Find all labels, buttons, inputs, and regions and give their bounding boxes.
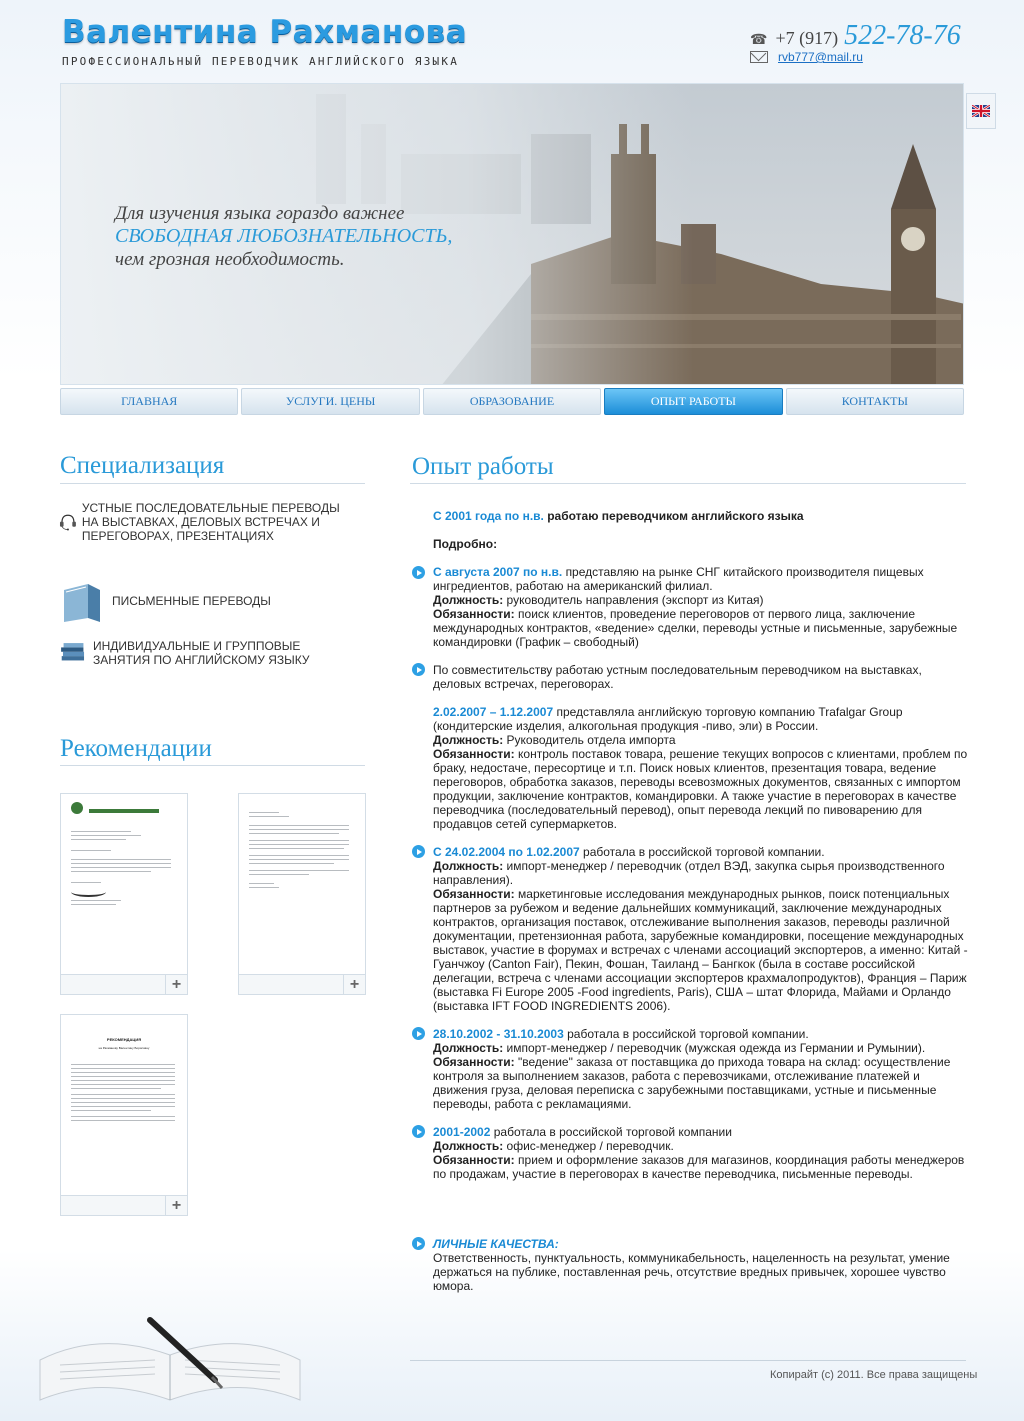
site-title: Валентина Рахманова <box>62 14 468 50</box>
experience-entry <box>433 705 968 831</box>
entry-duties-label: Обязанности: <box>433 887 515 901</box>
mail-icon <box>750 51 768 63</box>
entry-role: импорт-менеджер / переводчик (мужская одежда из Германии и Румынии). <box>506 1041 926 1055</box>
phone-prefix: +7 (917) <box>775 28 839 48</box>
phone-icon: ☎ <box>750 33 768 48</box>
plus-icon[interactable]: + <box>165 975 187 994</box>
arrow-bullet-icon <box>412 1125 425 1138</box>
specialization-text: УСТНЫЕ ПОСЛЕДОВАТЕЛЬНЫЕ ПЕРЕВОДЫ НА ВЫСТАВКАХ, ДЕЛОВЫХ ВСТРЕЧАХ И ПЕРЕГОВОРАХ, ПРЕЗЕНТАЦИЯХ <box>81 501 340 543</box>
entry-role-label: Должность: <box>433 1139 504 1153</box>
entry-text: работала в российской торговой компании. <box>567 1027 809 1041</box>
specialization-text: ИНДИВИДУАЛЬНЫЕ И ГРУППОВЫЕ ЗАНЯТИЯ ПО АНГЛИЙСКОМУ ЯЗЫКУ <box>93 639 310 667</box>
recommendation-thumbnail[interactable] <box>60 1014 188 1216</box>
hero-banner <box>60 83 964 385</box>
specialization-text: ПИСЬМЕННЫЕ ПЕРЕВОДЫ <box>112 594 271 608</box>
entry-duties: поиск клиентов, проведение переговоров от первого лица, заключение международных контрактов, «ведение» сделки, переводы устные и письменные, зарубежные командировки (График – свободный) <box>433 607 958 649</box>
entry-duties: маркетинговые исследования международных рынков, поиск потенциальных партнеров за рубежом и ведение дальнейших коммуникаций, заключение международных контрактов, организация поставок, отслеживание выполнения заказов, переводы различной документации, претензионная работа, зарубежные командировки, посещение международных выставок, участие в форумах и встречах с членами ассоциаций экспортеров, а именно: Китай - Гуанчжоу (Canton Fair), Пекин, Фошан, Таиланд – Бангкок (была в составе российской делегации, встреча с членами ассоциации экспортеров крахмалопродуктов), Франция – Париж (выставка Fi Europe 2005 -Food ingredients, Paris), США – штат Флорида, Майами и Орландо (выставка IFT FOOD INGREDIENTS 2006). <box>433 887 968 1013</box>
open-book-illustration <box>30 1300 310 1421</box>
entry-duties-label: Обязанности: <box>433 607 515 621</box>
entry-text: работала в российской торговой компании <box>493 1125 732 1139</box>
contact-phone <box>750 20 961 52</box>
title-divider <box>410 483 966 484</box>
uk-flag-icon <box>972 105 990 117</box>
qualities-text: Ответственность, пунктуальность, коммуникабельность, нацеленность на результат, умение держаться на публике, поставленная речь, отсутствие вредных привычек, хорошее чувство юмора. <box>433 1251 950 1293</box>
recommendations-heading: Рекомендации <box>60 735 212 762</box>
experience-entry <box>433 845 968 1013</box>
contact-email <box>750 50 863 64</box>
qualities-label: ЛИЧНЫЕ КАЧЕСТВА: <box>433 1237 559 1251</box>
copyright: Копирайт (c) 2011. Все права защищены <box>770 1369 978 1381</box>
entry-role-label: Должность: <box>433 593 504 607</box>
arrow-bullet-icon <box>412 1237 425 1250</box>
arrow-bullet-icon <box>412 663 425 676</box>
entry-duties-label: Обязанности: <box>433 747 515 761</box>
headset-icon <box>58 497 78 547</box>
specialization-heading: Специализация <box>60 452 225 479</box>
specialization-item <box>58 628 358 678</box>
entry-role: Руководитель отдела импорта <box>506 733 676 747</box>
recommendation-letter-image <box>61 794 187 974</box>
hero-quote <box>115 202 452 271</box>
entry-role-label: Должность: <box>433 733 504 747</box>
nav-item-work-experience[interactable]: ОПЫТ РАБОТЫ <box>604 388 782 415</box>
hero-quote-line2: СВОБОДНАЯ ЛЮБОЗНАТЕЛЬНОСТЬ, <box>115 225 453 247</box>
email-link[interactable]: rvb777@mail.ru <box>778 50 863 64</box>
personal-qualities <box>433 1237 968 1293</box>
recommendation-heading: РЕКОМЕНДАЦИЯ <box>106 1037 142 1042</box>
hero-quote-line1: Для изучения языка гораздо важнее <box>115 203 405 224</box>
entry-duties: прием и оформление заказов для магазинов, координация работы менеджеров по продажам, участие в переговорах в качестве переводчика, письменные переводы. <box>433 1153 965 1181</box>
nav-item-contacts[interactable]: КОНТАКТЫ <box>786 388 964 415</box>
intro-line <box>433 509 968 523</box>
language-switch-button[interactable] <box>966 93 996 129</box>
main-nav <box>60 388 964 415</box>
hero-quote-line3: чем грозная необходимость. <box>115 249 345 270</box>
entry-duties-label: Обязанности: <box>433 1153 515 1167</box>
entry-period: 28.10.2002 - 31.10.2003 <box>433 1027 564 1041</box>
nav-item-home[interactable]: ГЛАВНАЯ <box>60 388 238 415</box>
recommendations-divider <box>60 765 365 766</box>
entry-period: 2001-2002 <box>433 1125 491 1139</box>
entry-role-label: Должность: <box>433 859 504 873</box>
arrow-bullet-icon <box>412 845 425 858</box>
entry-text: По совместительству работаю устным последовательным переводчиком на выставках, деловых встречах, переговорах. <box>433 663 922 691</box>
entry-role: импорт-менеджер / переводчик (отдел ВЭД, закупка сырья производственного направления). <box>433 859 945 887</box>
details-label: Подробно: <box>433 537 498 551</box>
entry-role: офис-менеджер / переводчик. <box>506 1139 674 1153</box>
entry-duties: "ведение" заказа от поставщика до прихода товара на склад: осуществление контроля за выполнением заказов, работа с перевозчиками, отслеживание платежей и движения груза, деловая переписка с зарубежными поставщиками, устные и письменные переводы, работа с рекламациями. <box>433 1055 951 1111</box>
footer-divider <box>410 1360 966 1361</box>
specialization-divider <box>60 483 365 484</box>
book-icon <box>58 576 108 626</box>
plus-icon[interactable]: + <box>165 1196 187 1215</box>
phone-number: 522-78-76 <box>844 20 961 51</box>
page-title: Опыт работы <box>412 453 554 480</box>
recommendation-thumbnail[interactable] <box>238 793 366 995</box>
experience-entry <box>433 1027 968 1111</box>
entry-duties-label: Обязанности: <box>433 1055 515 1069</box>
arrow-bullet-icon <box>412 566 425 579</box>
specialization-item <box>58 576 358 626</box>
recommendation-letter-image <box>239 794 365 974</box>
entry-text: представляла английскую торговую компанию Trafalgar Group (кондитерские изделия, алкогольная продукция -пиво, эли) в России. <box>433 705 903 733</box>
arrow-bullet-icon <box>412 1027 425 1040</box>
books-stack-icon <box>58 628 89 678</box>
entry-text: работала в российской торговой компании. <box>583 845 825 859</box>
entry-role: руководитель направления (экспорт из Китая) <box>506 593 764 607</box>
nav-item-education[interactable]: ОБРАЗОВАНИЕ <box>423 388 601 415</box>
intro-period: С 2001 года по н.в. <box>433 509 544 523</box>
specialization-item <box>58 497 358 547</box>
entry-duties: контроль поставок товара, решение текущих вопросов с клиентами, проблем по браку, недостаче, пересортице и т.п. Поиск новых клиентов, презентация товара, ведение переговоров, обработка заказов, переводы всевозможных документов, связанных с импортом продукции, заключение контрактов, командировки. А также участие в переговорах в качестве переводчика (последовательный перевод), опыт перевода лекций по пивоварению для продавцов сетей супермаркетов. <box>433 747 968 831</box>
experience-entry <box>433 565 968 649</box>
entry-period: 2.02.2007 – 1.12.2007 <box>433 705 554 719</box>
entry-period: С 24.02.2004 по 1.02.2007 <box>433 845 580 859</box>
recommendation-thumbnail[interactable] <box>60 793 188 995</box>
intro-text: работаю переводчиком английского языка <box>547 509 804 523</box>
plus-icon[interactable]: + <box>343 975 365 994</box>
experience-entry <box>433 663 968 691</box>
recommendation-letter-image <box>61 1015 187 1195</box>
entry-period: С августа 2007 по н.в. <box>433 565 563 579</box>
entry-role-label: Должность: <box>433 1041 504 1055</box>
experience-entry <box>433 1125 968 1181</box>
entry-text: представляю на рынке СНГ китайского производителя пищевых ингредиентов, работаю на американский филиал. <box>433 565 924 593</box>
nav-item-services-prices[interactable]: УСЛУГИ. ЦЕНЫ <box>241 388 419 415</box>
site-subtitle: ПРОФЕССИОНАЛЬНЫЙ ПЕРЕВОДЧИК АНГЛИЙСКОГО ЯЗЫКА <box>62 55 460 68</box>
recommendation-subheading: на Рахманову Валентину Борисовну <box>98 1046 150 1050</box>
